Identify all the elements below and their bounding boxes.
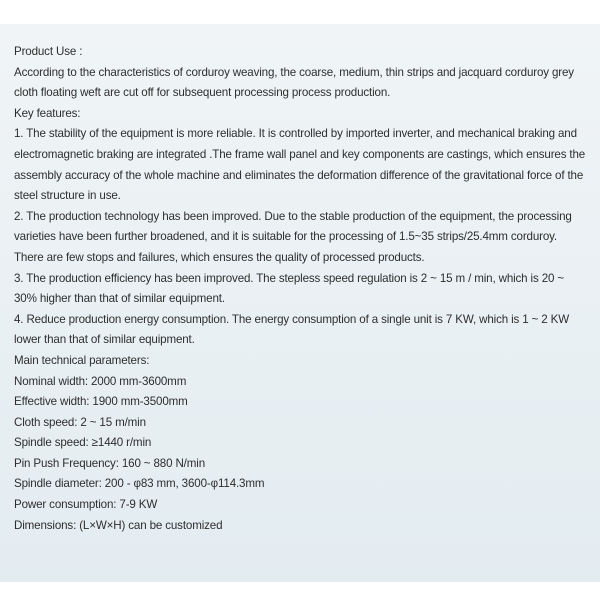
product-use-heading: Product Use : [14, 45, 83, 58]
param-pin-push-frequency: Pin Push Frequency: 160 ~ 880 N/min [14, 456, 205, 470]
product-description-text [14, 42, 586, 536]
param-dimensions: Dimensions: (L×W×H) can be customized [14, 518, 223, 532]
key-features-heading: Key features: [14, 106, 81, 120]
param-nominal-width: Nominal width: 2000 mm-3600mm [14, 374, 187, 388]
param-power-consumption: Power consumption: 7-9 KW [14, 498, 158, 512]
feature-item-4: 4. Reduce production energy consumption. The energy consumption of a single unit is 7 KW, which is 1 ~ 2 KW lower than that of similar equipment. [14, 312, 570, 347]
product-use-paragraph: According to the characteristics of corduroy weaving, the coarse, medium, thin strips and jacquard corduroy grey cloth floating weft are cut off for subsequent processing process production. [14, 65, 574, 100]
feature-item-2: 2. The production technology has been improved. Due to the stable production of the equipment, the processing varieties have been further broadened, and it is suitable for the processing of 1.5~35 strips/25.4mm corduroy. There are few stops and failures, which ensures the quality of processed products. [14, 209, 572, 264]
param-cloth-speed: Cloth speed: 2 ~ 15 m/min [14, 415, 146, 429]
param-effective-width: Effective width: 1900 mm-3500mm [14, 395, 188, 409]
param-spindle-diameter: Spindle diameter: 200 - φ83 mm, 3600-φ114.3mm [14, 477, 265, 491]
product-description-panel [0, 24, 600, 582]
feature-item-1: 1. The stability of the equipment is more reliable. It is controlled by imported inverter, and mechanical braking and electromagnetic braking are integrated .The frame wall panel and key components are castings, which ensures the assembly accuracy of the whole machine and eliminates the deformation difference of the gravitational force of the steel structure in use. [14, 127, 586, 203]
param-spindle-speed: Spindle speed: ≥1440 r/min [14, 436, 152, 450]
feature-item-3: 3. The production efficiency has been improved. The stepless speed regulation is 2 ~ 15 m / min, which is 20 ~ 30% higher than that of similar equipment. [14, 271, 564, 306]
technical-parameters-heading: Main technical parameters: [14, 353, 150, 367]
